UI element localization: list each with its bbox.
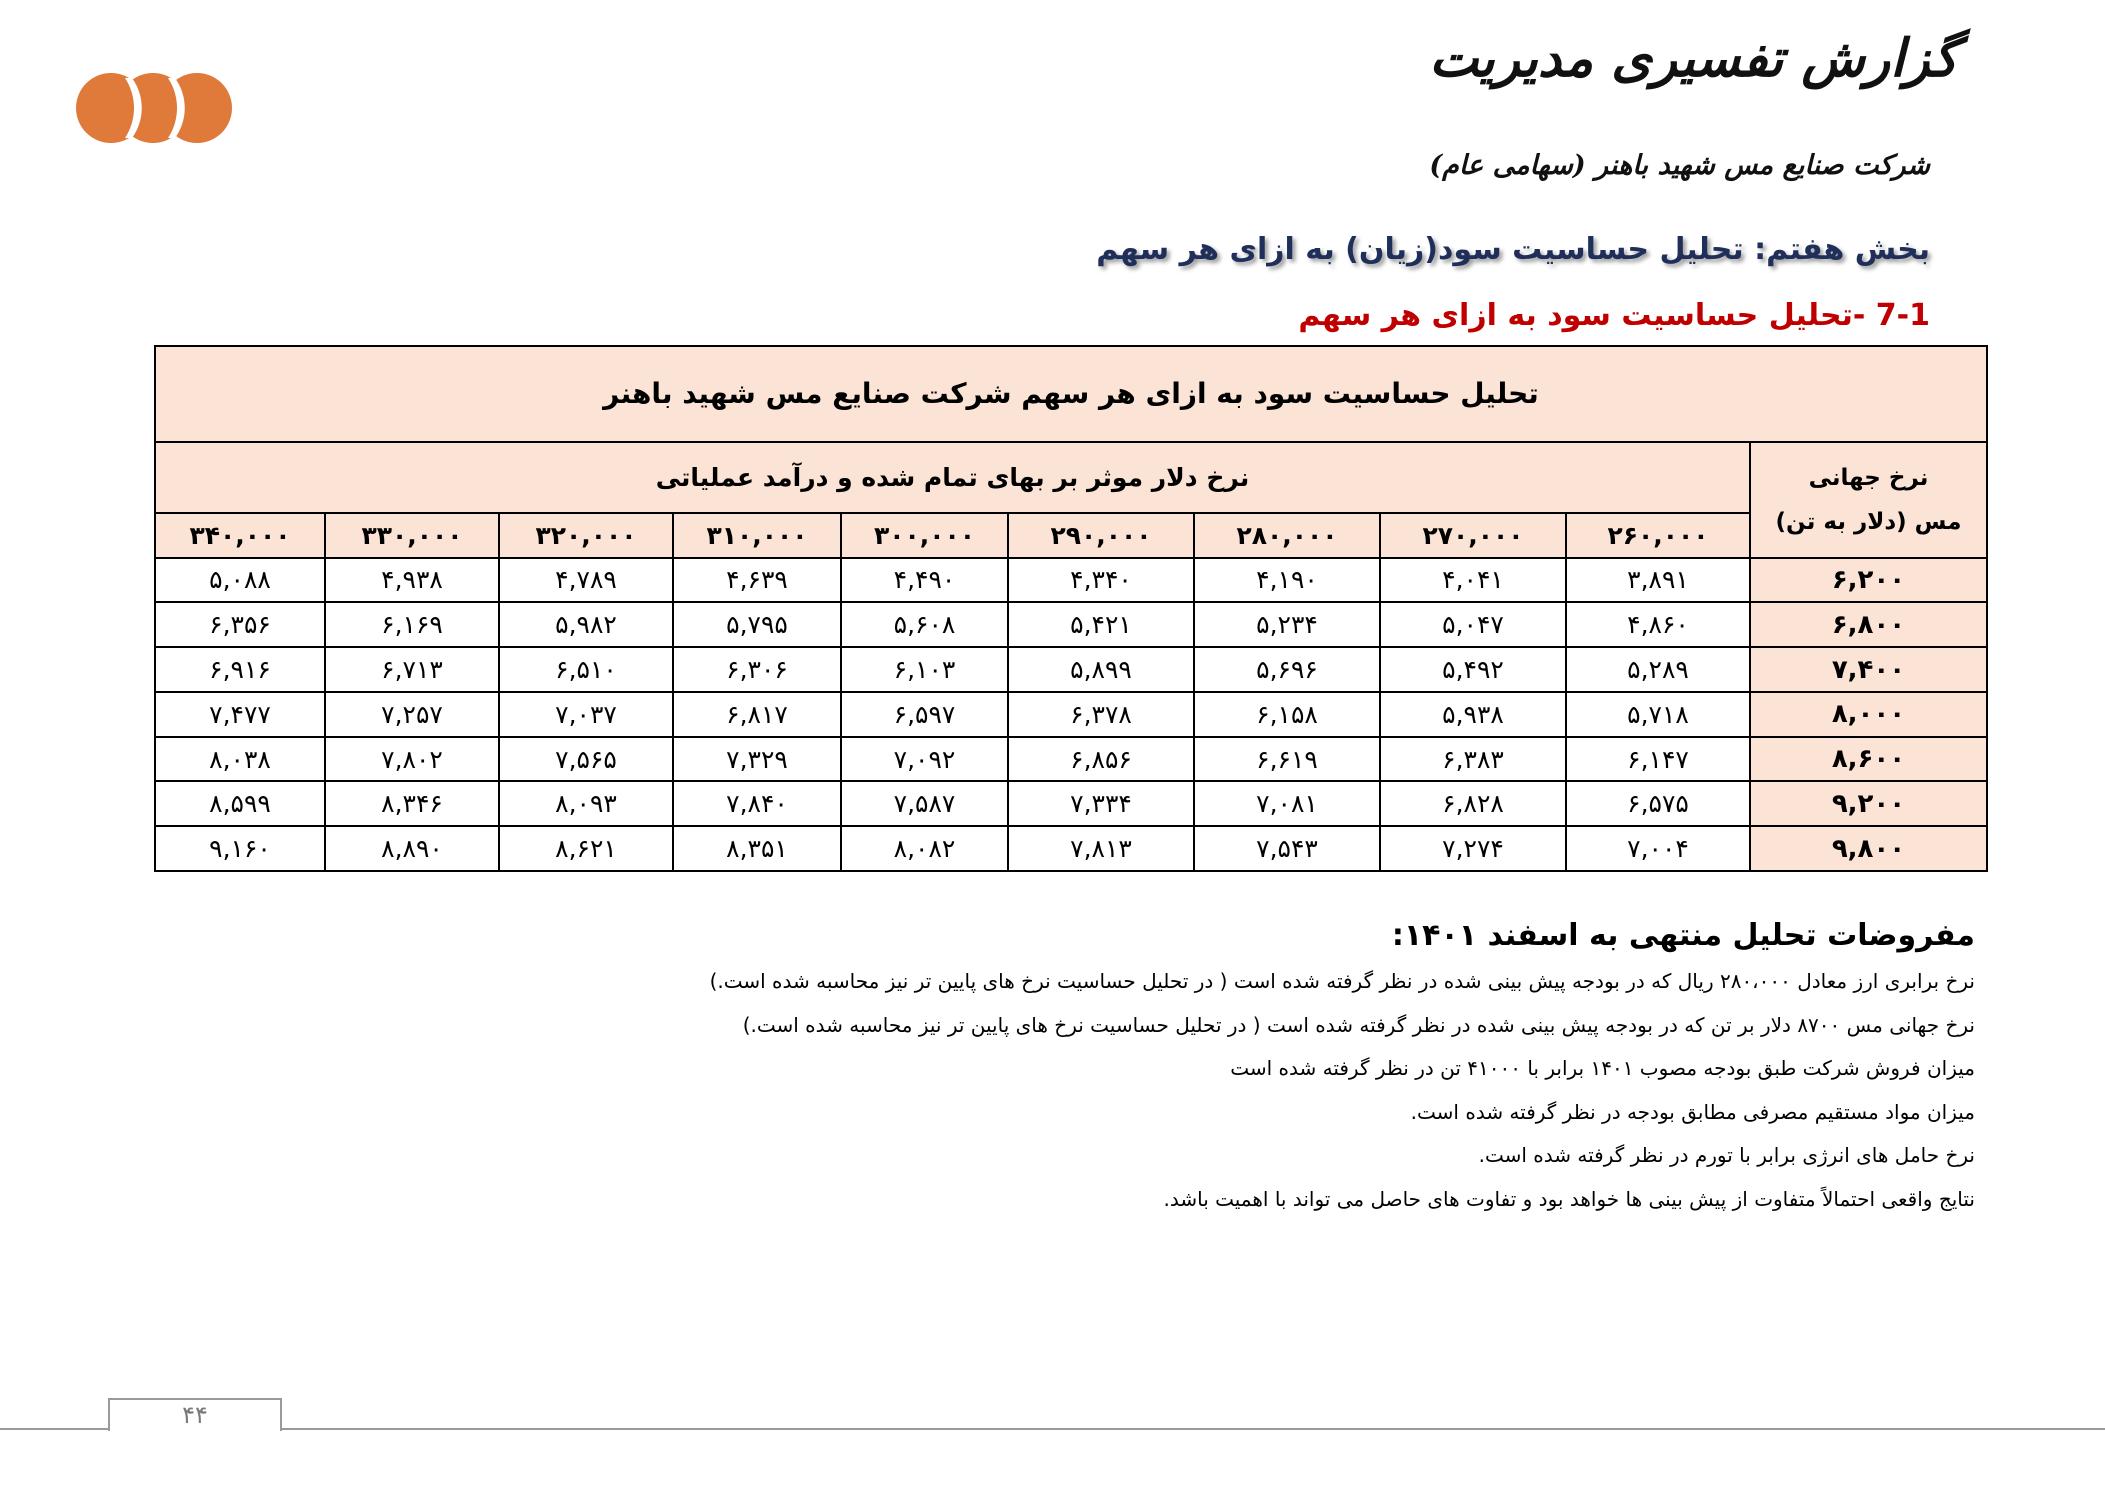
- eps-cell: ۷,۰۳۷: [499, 692, 673, 737]
- table-row: [155, 737, 1987, 782]
- column-header: ۳۱۰,۰۰۰: [673, 513, 841, 558]
- footer-line: [0, 1428, 2105, 1430]
- eps-cell: ۶,۱۶۹: [325, 602, 499, 647]
- eps-cell: ۵,۷۱۸: [1566, 692, 1750, 737]
- eps-cell: ۵,۰۸۸: [155, 558, 325, 603]
- copper-rate-cell: ۷,۴۰۰: [1750, 647, 1987, 692]
- eps-cell: ۸,۰۹۳: [499, 781, 673, 826]
- assumption-item: نرخ حامل های انرژی برابر با تورم در نظر گرفته شده است.: [1478, 1143, 1975, 1167]
- report-title: گزارش تفسیری مدیریت: [1429, 28, 1958, 89]
- eps-cell: ۸,۳۵۱: [673, 826, 841, 871]
- eps-cell: ۶,۷۱۳: [325, 647, 499, 692]
- eps-cell: ۵,۴۲۱: [1008, 602, 1194, 647]
- eps-cell: ۴,۷۸۹: [499, 558, 673, 603]
- eps-cell: ۵,۰۴۷: [1380, 602, 1566, 647]
- eps-cell: ۷,۳۳۴: [1008, 781, 1194, 826]
- section-heading: بخش هفتم: تحلیل حساسیت سود(زیان) به ازای هر سهم: [1096, 232, 1930, 267]
- column-header-row: [155, 513, 1987, 558]
- table-row: [155, 558, 1987, 603]
- page-number: ۴۴: [108, 1398, 282, 1431]
- row-header-line2: مس (دلار به تن): [1775, 508, 1962, 535]
- eps-cell: ۶,۳۵۶: [155, 602, 325, 647]
- eps-cell: ۳,۸۹۱: [1566, 558, 1750, 603]
- column-header: ۳۳۰,۰۰۰: [325, 513, 499, 558]
- eps-cell: ۷,۸۴۰: [673, 781, 841, 826]
- column-header: ۲۶۰,۰۰۰: [1566, 513, 1750, 558]
- eps-cell: ۶,۶۱۹: [1194, 737, 1380, 782]
- copper-rate-cell: ۹,۸۰۰: [1750, 826, 1987, 871]
- assumption-item: نتایج واقعی احتمالاً متفاوت از پیش بینی ها خواهد بود و تفاوت های حاصل می تواند با اهمیت باشد.: [1163, 1186, 1975, 1211]
- sensitivity-table: [154, 345, 1988, 872]
- eps-cell: ۶,۳۸۳: [1380, 737, 1566, 782]
- company-logo: [75, 72, 235, 144]
- column-header: ۳۲۰,۰۰۰: [499, 513, 673, 558]
- column-header: ۲۸۰,۰۰۰: [1194, 513, 1380, 558]
- eps-cell: ۶,۵۹۷: [841, 692, 1008, 737]
- eps-cell: ۷,۰۰۴: [1566, 826, 1750, 871]
- eps-cell: ۴,۴۹۰: [841, 558, 1008, 603]
- eps-cell: ۸,۸۹۰: [325, 826, 499, 871]
- eps-cell: ۶,۳۰۶: [673, 647, 841, 692]
- row-header-line1: نرخ جهانی: [1808, 464, 1929, 491]
- eps-cell: ۴,۱۹۰: [1194, 558, 1380, 603]
- copper-rate-cell: ۹,۲۰۰: [1750, 781, 1987, 826]
- eps-cell: ۵,۹۸۲: [499, 602, 673, 647]
- assumptions-title: مفروضات تحلیل منتهی به اسفند ۱۴۰۱:: [1391, 918, 1975, 953]
- table-row: [155, 826, 1987, 871]
- eps-cell: ۸,۶۲۱: [499, 826, 673, 871]
- assumption-item: نرخ برابری ارز معادل ۲۸۰،۰۰۰ ریال که در بودجه پیش بینی شده در نظر گرفته شده است ( در تحلیل حساسیت نرخ های پایین تر نیز محاسبه شده است.): [709, 969, 1975, 993]
- eps-cell: ۷,۵۶۵: [499, 737, 673, 782]
- eps-cell: ۴,۰۴۱: [1380, 558, 1566, 603]
- table-row: [155, 692, 1987, 737]
- eps-cell: ۵,۷۹۵: [673, 602, 841, 647]
- row-header: [1750, 442, 1987, 558]
- table-row: [155, 602, 1987, 647]
- table-title: تحلیل حساسیت سود به ازای هر سهم شرکت صنایع مس شهید باهنر: [155, 346, 1987, 442]
- eps-cell: ۷,۸۰۲: [325, 737, 499, 782]
- copper-rate-cell: ۶,۲۰۰: [1750, 558, 1987, 603]
- column-header: ۲۷۰,۰۰۰: [1380, 513, 1566, 558]
- eps-cell: ۷,۵۸۷: [841, 781, 1008, 826]
- eps-cell: ۶,۸۲۸: [1380, 781, 1566, 826]
- eps-cell: ۷,۵۴۳: [1194, 826, 1380, 871]
- eps-cell: ۵,۲۳۴: [1194, 602, 1380, 647]
- eps-cell: ۵,۶۰۸: [841, 602, 1008, 647]
- eps-cell: ۶,۹۱۶: [155, 647, 325, 692]
- eps-cell: ۷,۲۷۴: [1380, 826, 1566, 871]
- sub-heading: 7-1 -تحلیل حساسیت سود به ازای هر سهم: [1298, 298, 1930, 333]
- column-header: ۳۰۰,۰۰۰: [841, 513, 1008, 558]
- eps-cell: ۵,۶۹۶: [1194, 647, 1380, 692]
- eps-cell: ۸,۰۳۸: [155, 737, 325, 782]
- eps-cell: ۴,۸۶۰: [1566, 602, 1750, 647]
- eps-cell: ۶,۸۵۶: [1008, 737, 1194, 782]
- column-header: ۳۴۰,۰۰۰: [155, 513, 325, 558]
- eps-cell: ۷,۰۸۱: [1194, 781, 1380, 826]
- eps-cell: ۷,۳۲۹: [673, 737, 841, 782]
- assumption-item: نرخ جهانی مس ۸۷۰۰ دلار بر تن که در بودجه پیش بینی شده در نظر گرفته شده است ( در تحلیل حساسیت نرخ های پایین تر نیز محاسبه شده است.): [742, 1012, 1975, 1037]
- eps-cell: ۶,۱۵۸: [1194, 692, 1380, 737]
- eps-cell: ۶,۵۷۵: [1566, 781, 1750, 826]
- eps-cell: ۶,۸۱۷: [673, 692, 841, 737]
- eps-cell: ۷,۸۱۳: [1008, 826, 1194, 871]
- assumptions-list: [710, 960, 1975, 1221]
- assumption-item: میزان مواد مستقیم مصرفی مطابق بودجه در نظر گرفته شده است.: [1410, 1099, 1975, 1124]
- copper-rate-cell: ۶,۸۰۰: [1750, 602, 1987, 647]
- eps-cell: ۶,۱۴۷: [1566, 737, 1750, 782]
- assumption-item: میزان فروش شرکت طبق بودجه مصوب ۱۴۰۱ برابر با ۴۱۰۰۰ تن در نظر گرفته شده است: [1230, 1056, 1975, 1080]
- copper-rate-cell: ۸,۶۰۰: [1750, 737, 1987, 782]
- eps-cell: ۶,۵۱۰: [499, 647, 673, 692]
- table-row: [155, 781, 1987, 826]
- table-row: [155, 647, 1987, 692]
- eps-cell: ۶,۱۰۳: [841, 647, 1008, 692]
- column-header: ۲۹۰,۰۰۰: [1008, 513, 1194, 558]
- eps-cell: ۹,۱۶۰: [155, 826, 325, 871]
- eps-cell: ۵,۸۹۹: [1008, 647, 1194, 692]
- company-name: شرکت صنایع مس شهید باهنر (سهامی عام): [1429, 150, 1930, 181]
- eps-cell: ۵,۲۸۹: [1566, 647, 1750, 692]
- eps-cell: ۷,۰۹۲: [841, 737, 1008, 782]
- eps-cell: ۴,۹۳۸: [325, 558, 499, 603]
- eps-cell: ۷,۲۵۷: [325, 692, 499, 737]
- column-group-header: نرخ دلار موثر بر بهای تمام شده و درآمد عملیاتی: [155, 442, 1750, 513]
- eps-cell: ۸,۰۸۲: [841, 826, 1008, 871]
- eps-cell: ۸,۵۹۹: [155, 781, 325, 826]
- eps-cell: ۶,۳۷۸: [1008, 692, 1194, 737]
- eps-cell: ۸,۳۴۶: [325, 781, 499, 826]
- eps-cell: ۵,۹۳۸: [1380, 692, 1566, 737]
- eps-cell: ۴,۳۴۰: [1008, 558, 1194, 603]
- eps-cell: ۴,۶۳۹: [673, 558, 841, 603]
- eps-cell: ۵,۴۹۲: [1380, 647, 1566, 692]
- copper-rate-cell: ۸,۰۰۰: [1750, 692, 1987, 737]
- eps-cell: ۷,۴۷۷: [155, 692, 325, 737]
